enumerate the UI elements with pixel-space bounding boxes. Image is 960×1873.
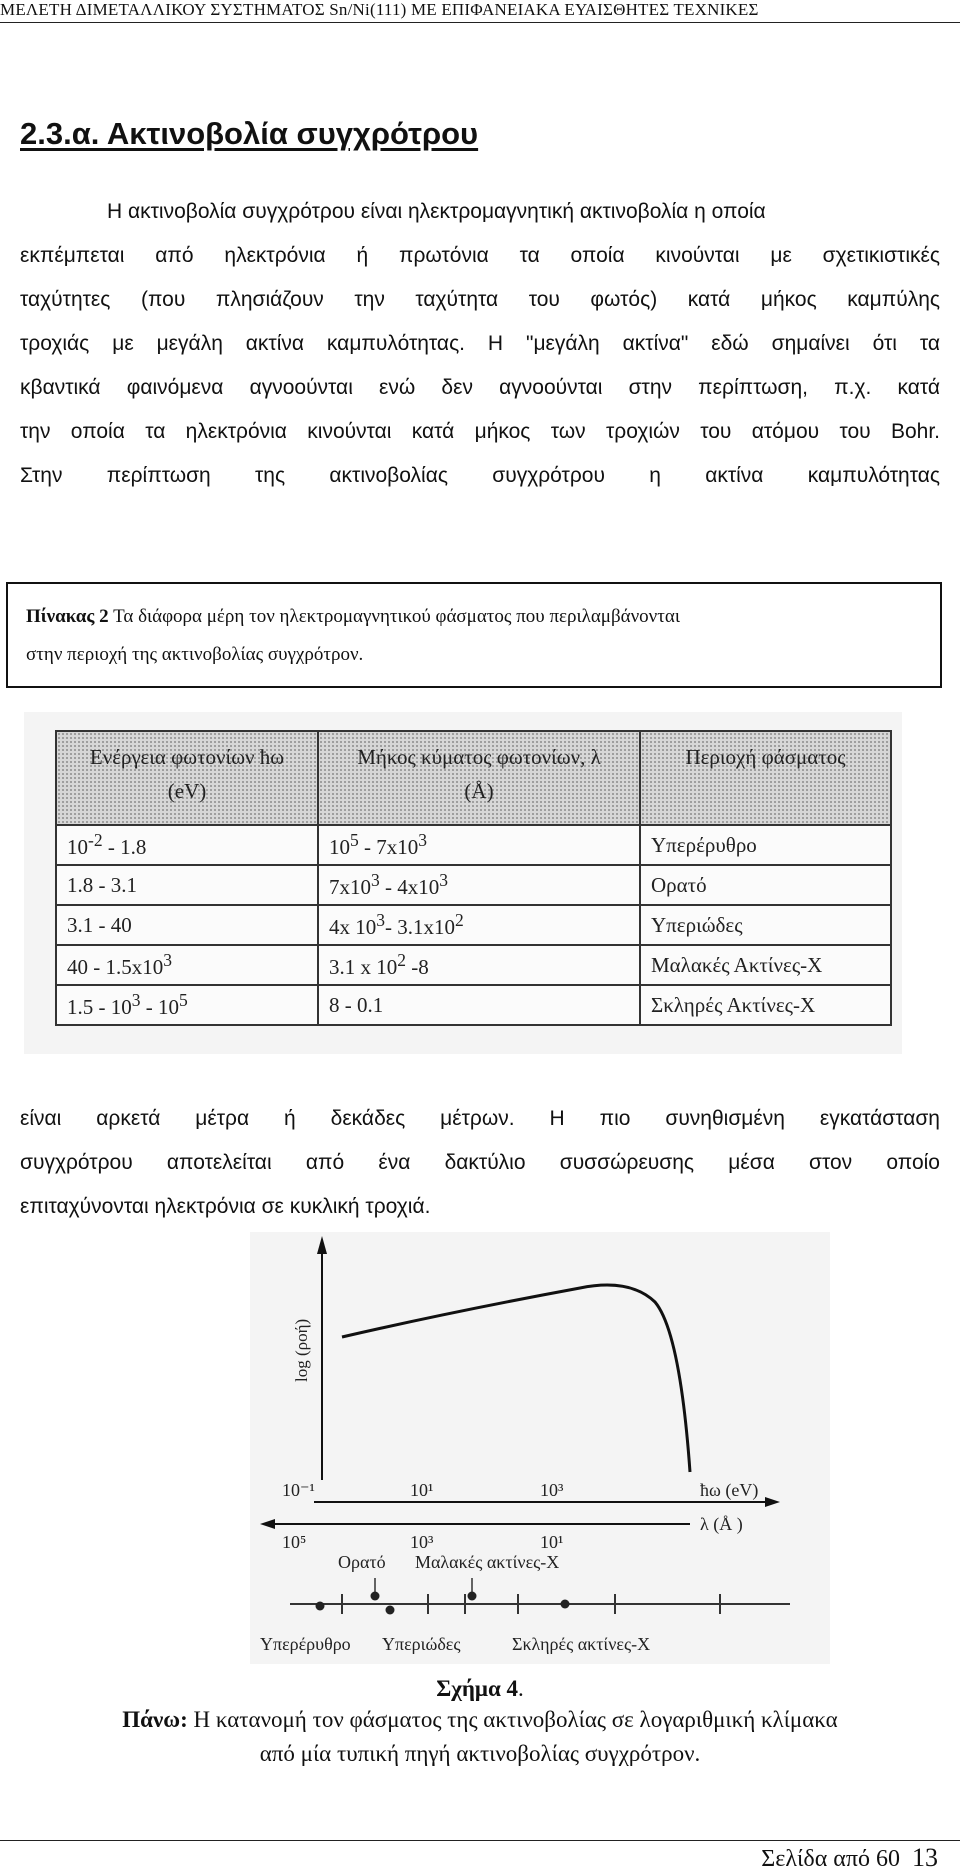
table-cell-wavelength: 8 - 0.1 (318, 985, 640, 1025)
energy-tick: 10⁻¹ (282, 1480, 315, 1500)
paragraph-line: ταχύτητες (που πλησιάζουν την ταχύτητα του φωτός) κατά μήκος καμπύλης (20, 288, 940, 311)
table-cell-region: Σκληρές Ακτίνες-Χ (640, 985, 891, 1025)
figure-y-label: log (ροή) (292, 1318, 311, 1382)
wavelength-tick: 10¹ (540, 1532, 564, 1552)
table-row (56, 865, 891, 905)
table-caption-label: Πίνακας 2 (26, 606, 109, 627)
paragraph-line: Η ακτινοβολία συγχρότρου είναι ηλεκτρομαγνητική ακτινοβολία η οποία (107, 200, 766, 223)
figure-caption-title: Σχήμα 4. (436, 1676, 524, 1701)
paragraph-1 (20, 190, 940, 498)
region-marker-visible (371, 1592, 380, 1601)
wavelength-tick: 10³ (410, 1532, 434, 1552)
footer-divider (0, 1840, 960, 1841)
region-label-bottom: Υπεριώδες (382, 1634, 461, 1654)
spectrum-figure (250, 1232, 830, 1664)
paragraph-2 (20, 1097, 940, 1229)
region-label-top: Ορατό (338, 1552, 386, 1572)
figure-caption-label: Πάνω: (122, 1707, 188, 1732)
table-row (56, 825, 891, 865)
table-cell-energy: $40 - 1.5x10^3$ (56, 945, 318, 985)
region-marker-ultraviolet (386, 1606, 395, 1615)
wavelength-axis-label: λ (Å ) (700, 1514, 743, 1534)
region-marker-hard-xray (561, 1600, 570, 1609)
running-header: ΜΕΛΕΤΗ ΔΙΜΕΤΑΛΛΙΚΟΥ ΣΥΣΤΗΜΑΤΟΣ Sn/Ni(111) ΜΕ ΕΠΙΦΑΝΕΙΑΚΑ ΕΥΑΙΣΘΗΤΕΣ ΤΕΧΝΙΚΕΣ (0, 0, 759, 19)
region-label-bottom: Υπερέρυθρο (260, 1634, 351, 1654)
header-divider (0, 22, 960, 23)
figure-caption-line-2: από μία τυπική πηγή ακτινοβολίας συγχρότρον. (259, 1741, 701, 1766)
region-label-bottom: Σκληρές ακτίνες-Χ (512, 1634, 651, 1654)
paragraph-line: είναι αρκετά μέτρα ή δεκάδες μέτρων. Η πιο συνηθισμένη εγκατάσταση (20, 1107, 940, 1130)
table-cell-energy: 1.8 - 3.1 (56, 865, 318, 905)
spectrum-table (55, 730, 892, 1026)
paragraph-line: την οποία τα ηλεκτρόνια κινούνται κατά μήκος των τροχιών του ατόμου του Bohr. (20, 420, 940, 443)
paragraph-line: επιταχύνονται ηλεκτρόνια σε κυκλική τροχιά. (20, 1195, 431, 1218)
page-footer (761, 1843, 938, 1873)
table-cell-wavelength: $7x10^3 - 4x10^3$ (318, 865, 640, 905)
table-row (56, 905, 891, 945)
wavelength-tick: 10⁵ (282, 1532, 307, 1552)
paragraph-line: τροχιάς με μεγάλη ακτίνα καμπυλότητας. Η "μεγάλη ακτίνα" εδώ σημαίνει ότι τα (20, 332, 940, 355)
table-cell-energy: $1.5 - 10^3 - 10^5$ (56, 985, 318, 1025)
paragraph-line: Στην περίπτωση της ακτινοβολίας συγχρότρου η ακτίνα καμπυλότητας (20, 464, 940, 487)
table-caption-box (6, 582, 942, 688)
table-cell-region: Ορατό (640, 865, 891, 905)
paragraph-line: κβαντικά φαινόμενα αγνοούνται ενώ δεν αγνοούνται στην περίπτωση, π.χ. κατά (20, 376, 940, 399)
paragraph-line: συγχρότρου αποτελείται από ένα δακτύλιο συσσώρευσης μέσα στον οποίο (20, 1151, 940, 1174)
table-cell-wavelength: 3.1 x $10^2$ -8 (318, 945, 640, 985)
region-label-top: Μαλακές ακτίνες-Χ (415, 1552, 560, 1572)
table-caption-line-1 (26, 606, 680, 628)
table-header-region: Περιοχή φάσματος (640, 731, 891, 825)
table-row (56, 945, 891, 985)
table-cell-wavelength: 4x $10^3-$ $3.1x10^2$ (318, 905, 640, 945)
table-cell-region: Υπερέρυθρο (640, 825, 891, 865)
table-cell-energy: 3.1 - 40 (56, 905, 318, 945)
energy-tick: 10¹ (410, 1480, 434, 1500)
table-cell-wavelength: $10^5 - 7x10^3$ (318, 825, 640, 865)
table-row (56, 985, 891, 1025)
page-count-text: Σελίδα από 60 (761, 1846, 900, 1872)
table-cell-energy: $10^{-2} - 1.8$ (56, 825, 318, 865)
page-number: 13 (912, 1843, 938, 1872)
table-header-wavelength: Μήκος κύματος φωτονίων, λ (Å) (318, 731, 640, 825)
paragraph-line: εκπέμπεται από ηλεκτρόνια ή πρωτόνια τα οποία κινούνται με σχετικιστικές (20, 244, 940, 267)
energy-tick: 10³ (540, 1480, 564, 1500)
table-header-row (56, 731, 891, 825)
table-header-energy: Ενέργεια φωτονίων ħω (eV) (56, 731, 318, 825)
region-marker-infrared (316, 1602, 325, 1611)
energy-axis-label: ħω (eV) (700, 1480, 759, 1500)
section-title: 2.3.α. Ακτινοβολία συγχρότρου (20, 116, 479, 151)
table-caption-line-2: στην περιοχή της ακτινοβολίας συγχρότρον. (26, 644, 364, 665)
region-marker-soft-xray (468, 1592, 477, 1601)
table-cell-region: Υπεριώδες (640, 905, 891, 945)
table-cell-region: Μαλακές Ακτίνες-Χ (640, 945, 891, 985)
figure-caption-line-1: Πάνω: Η κατανομή τον φάσματος της ακτινοβολίας σε λογαριθμική κλίμακα (122, 1707, 838, 1732)
table-caption-text: Τα διάφορα μέρη τον ηλεκτρομαγνητικού φάσματος που περιλαμβάνονται (113, 606, 680, 627)
